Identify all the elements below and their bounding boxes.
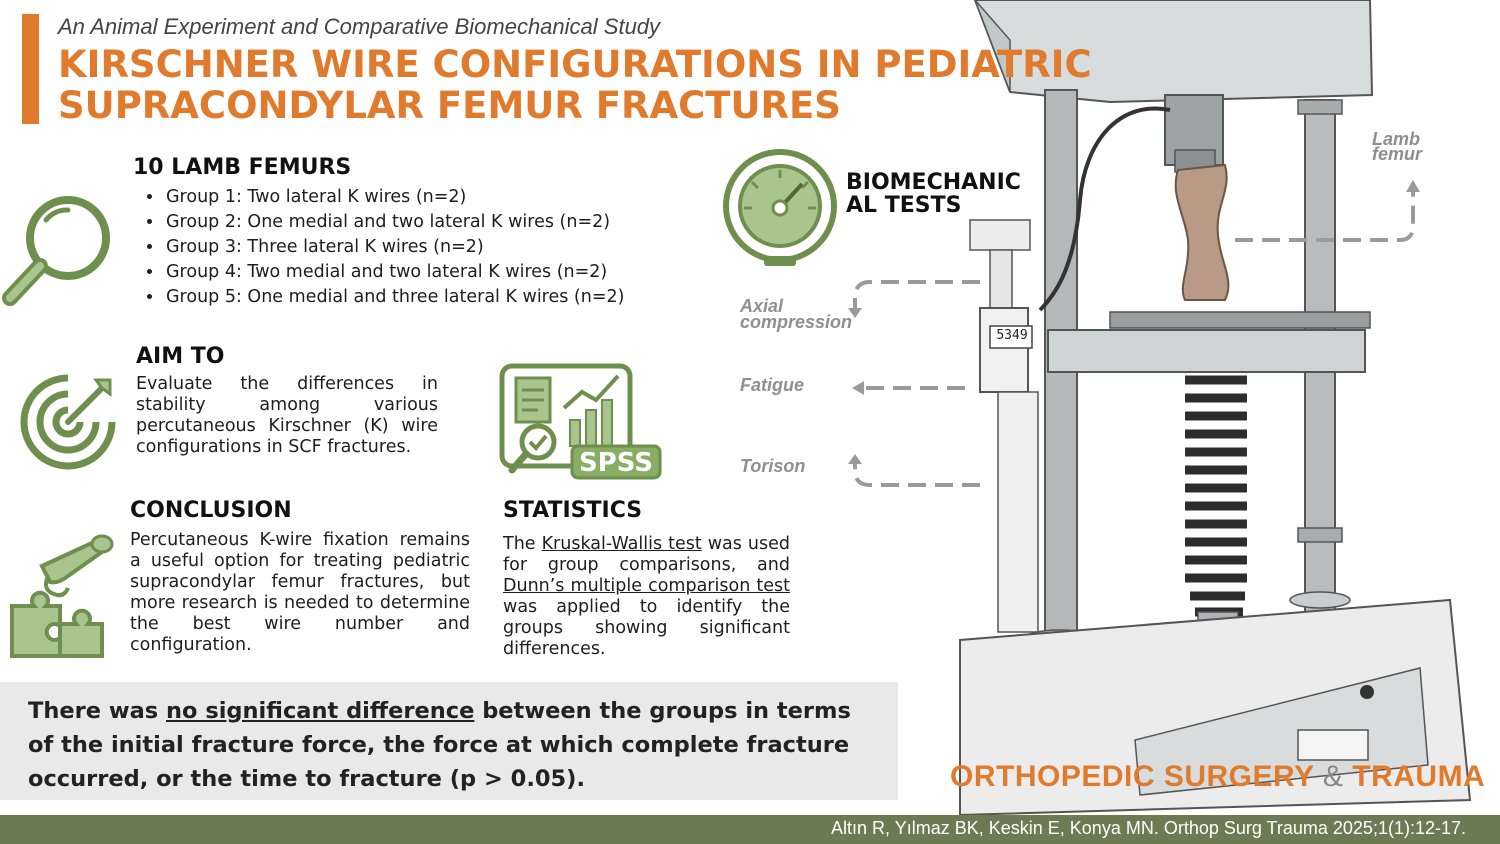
samples-heading: 10 LAMB FEMURS — [133, 155, 352, 180]
journal-ampersand: & — [1322, 760, 1344, 793]
conclusion-heading: CONCLUSION — [130, 498, 292, 523]
journal-logo — [950, 760, 1485, 794]
statistics-text-1: The — [503, 534, 542, 554]
statistics-text-3: was applied to identify the groups showing significant differences. — [503, 597, 790, 659]
test-fatigue: Fatigue — [740, 375, 805, 395]
test-axial-compression: Axial compression — [740, 296, 853, 332]
groups-list — [138, 185, 724, 310]
biomech-heading-line2: AL TESTS — [846, 193, 962, 218]
spss-logo-text: SPSS — [578, 448, 654, 478]
statistics-text — [503, 534, 790, 660]
list-item: • Group 4: Two medial and two lateral K wires (n=2) — [164, 260, 724, 285]
page-title: KIRSCHNER WIRE CONFIGURATIONS IN PEDIATRIC SUPRACONDYLAR FEMUR FRACTURES — [58, 43, 1092, 127]
list-item: • Group 1: Two lateral K wires (n=2) — [164, 185, 724, 210]
test-torison: Torison — [740, 456, 806, 476]
dunn-test-term: Dunn’s multiple comparison test — [503, 576, 790, 596]
list-item: • Group 2: One medial and two lateral K wires (n=2) — [164, 210, 724, 235]
no-significant-difference-term: no significant difference — [166, 698, 475, 724]
display-reading: 5349 — [996, 328, 1028, 343]
puzzle-hand-icon — [6, 532, 116, 660]
lamb-femur-label-2: femur — [1372, 144, 1423, 164]
journal-word-2: TRAUMA — [1352, 760, 1486, 793]
lamb-femur-label-1: Lamb — [1372, 129, 1421, 149]
journal-word-1: ORTHOPEDIC SURGERY — [950, 760, 1315, 793]
conclusion-text: Percutaneous K-wire fixation remains a useful option for treating pediatric supracondylar femur fractures, but more research is needed to determine the best wire number and configuration. — [130, 530, 470, 655]
study-subtitle: An Animal Experiment and Comparative Biomechanical Study — [58, 14, 661, 39]
title-accent-bar — [22, 14, 39, 124]
citation: Altın R, Yılmaz BK, Keskin E, Konya MN. Orthop Surg Trauma 2025;1(1):12-17. — [831, 818, 1466, 838]
target-icon — [18, 372, 118, 472]
statistics-text-2: was used for group comparisons, and — [503, 534, 790, 575]
findings-text — [28, 694, 878, 796]
statistics-heading: STATISTICS — [503, 498, 643, 523]
findings-text-1: There was — [28, 698, 167, 724]
kruskal-wallis-term: Kruskal-Wallis test — [541, 534, 702, 554]
list-item: • Group 3: Three lateral K wires (n=2) — [164, 235, 724, 260]
findings-text-2: between the groups in terms of the initial fracture force, the force at which complete fracture occurred, or the time to fracture (p > 0.05). — [28, 698, 851, 792]
list-item: • Group 5: One medial and three lateral K wires (n=2) — [164, 285, 724, 310]
aim-heading: AIM TO — [136, 344, 225, 369]
magnifier-icon — [0, 190, 120, 310]
aim-text: Evaluate the differences in stability among various percutaneous Kirschner (K) wire configurations in SCF fractures. — [136, 374, 438, 457]
gauge-icon — [720, 146, 840, 268]
biomech-heading-line1: BIOMECHANIC — [846, 170, 1021, 195]
